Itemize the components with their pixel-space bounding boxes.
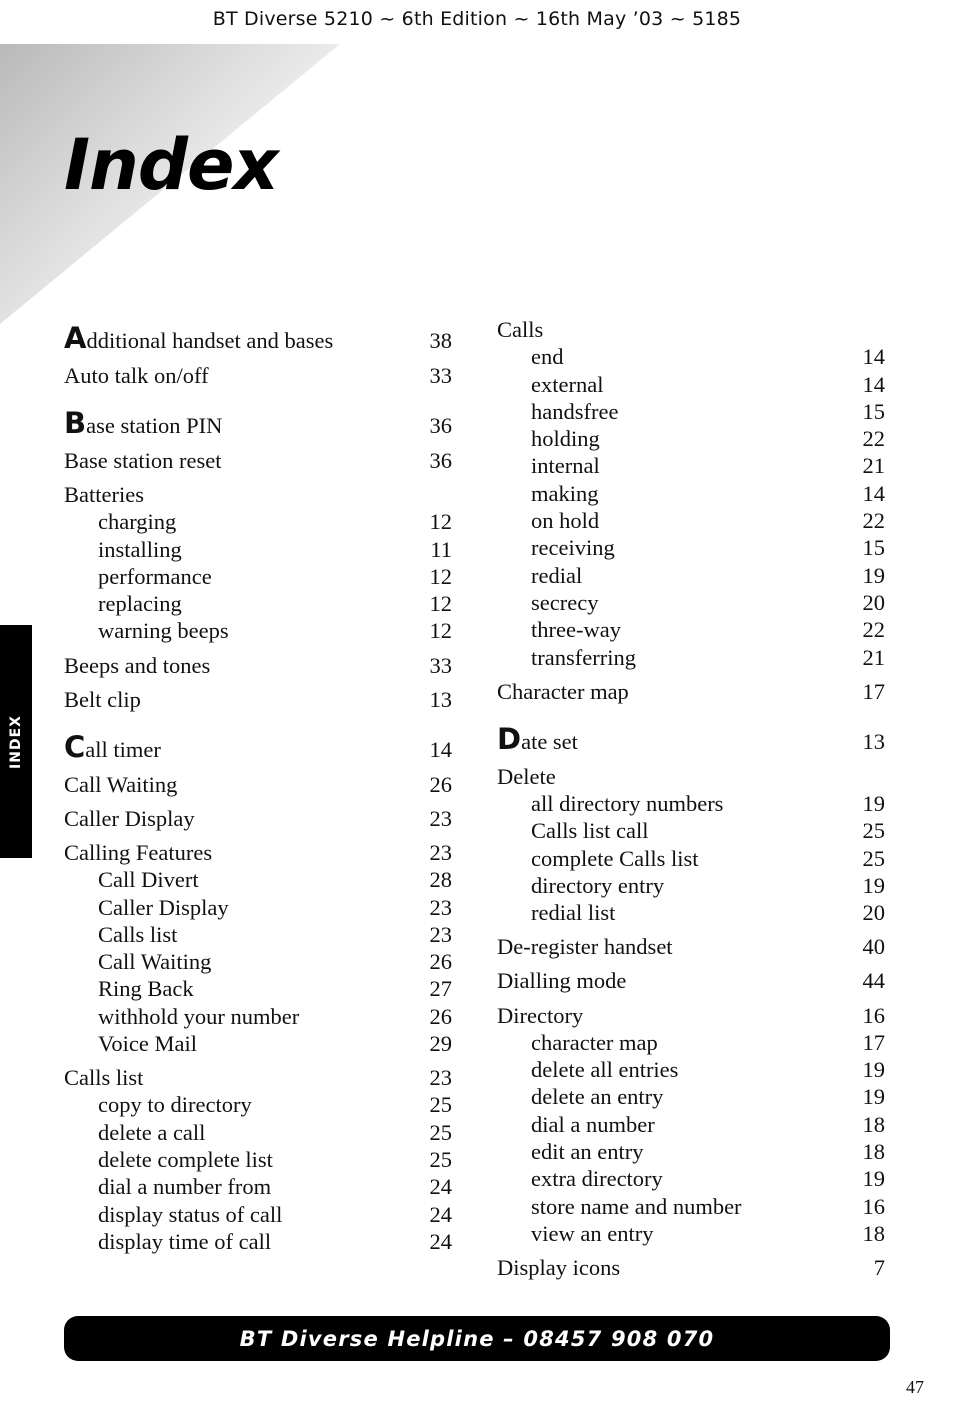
index-subentry [64, 1201, 452, 1228]
index-subentry [64, 1228, 452, 1255]
index-term: dial a number [531, 1111, 655, 1137]
index-page-number: 36 [429, 447, 452, 473]
index-page-number: 12 [429, 509, 452, 535]
index-page-number: 19 [862, 1057, 885, 1083]
index-page-number: 38 [429, 328, 452, 353]
index-subentry [64, 1146, 452, 1173]
index-term: Caller Display [98, 894, 229, 920]
index-term: De-register handset [497, 934, 673, 960]
index-subentry [497, 1138, 885, 1165]
index-term: redial list [531, 900, 616, 926]
index-term: redial [531, 562, 583, 588]
index-term: display status of call [98, 1201, 283, 1227]
index-entry [497, 967, 885, 994]
index-entry [64, 321, 452, 355]
index-term: on hold [531, 508, 600, 534]
index-page-number: 13 [862, 728, 885, 754]
index-term: replacing [98, 591, 182, 617]
index-term: Caller Display [64, 805, 195, 831]
index-page-number: 24 [429, 1201, 452, 1227]
index-term: secrecy [531, 589, 599, 615]
index-entry [64, 1064, 452, 1091]
index-term: Character map [497, 678, 629, 704]
index-subentry [497, 425, 885, 452]
index-term: handsfree [531, 398, 619, 424]
index-subentry [64, 563, 452, 590]
index-subentry [497, 371, 885, 398]
index-term: Date set [497, 721, 578, 756]
index-entry [497, 316, 885, 343]
index-entry [64, 839, 452, 866]
index-page-number: 26 [429, 1003, 452, 1029]
index-page-number: 25 [862, 818, 885, 844]
index-term: withhold your number [98, 1003, 300, 1029]
index-entry [64, 805, 452, 832]
helpline-text: BT Diverse Helpline – 08457 908 070 [239, 1326, 715, 1351]
index-page-number: 14 [429, 736, 452, 762]
index-entry [64, 730, 452, 764]
index-term: Delete [497, 763, 556, 789]
index-page-number: 19 [862, 562, 885, 588]
index-term: holding [531, 426, 600, 452]
index-term: Dialling mode [497, 968, 627, 994]
index-subentry [497, 1056, 885, 1083]
index-term: Call timer [64, 729, 161, 764]
index-page-number: 28 [429, 867, 452, 893]
index-term: three-way [531, 617, 621, 643]
index-page-number: 16 [862, 1002, 885, 1028]
index-term: extra directory [531, 1166, 663, 1192]
index-subentry [497, 1193, 885, 1220]
index-subentry [497, 817, 885, 844]
index-subentry [64, 617, 452, 644]
index-page-number: 16 [862, 1193, 885, 1219]
index-subentry [64, 1030, 452, 1057]
index-term: Calls list [98, 921, 178, 947]
index-page-number: 18 [862, 1139, 885, 1164]
index-term: end [531, 344, 564, 370]
index-subentry [497, 1083, 885, 1110]
index-term: copy to directory [98, 1092, 252, 1118]
index-subentry [497, 452, 885, 479]
index-term: display time of call [98, 1228, 272, 1254]
index-term: directory entry [531, 872, 665, 898]
index-entry [64, 447, 452, 474]
index-subentry [497, 790, 885, 817]
index-term: Display icons [497, 1254, 621, 1280]
index-entry [64, 406, 452, 440]
index-page-number: 26 [429, 949, 452, 975]
index-page-number: 25 [429, 1147, 452, 1172]
index-term: all directory numbers [531, 791, 724, 817]
index-term: Batteries [64, 481, 144, 507]
index-page-number: 15 [862, 535, 885, 561]
index-page-number: 33 [429, 362, 452, 388]
index-subentry [497, 562, 885, 589]
index-subentry [64, 894, 452, 921]
index-page-number: 27 [429, 976, 452, 1002]
index-subentry [64, 1091, 452, 1118]
index-entry [64, 686, 452, 713]
index-term: delete a call [98, 1119, 206, 1145]
index-term: delete complete list [98, 1147, 273, 1172]
index-subentry [497, 534, 885, 561]
index-page-number: 23 [429, 894, 452, 920]
index-page-number: 25 [429, 1119, 452, 1145]
index-page-number: 22 [862, 426, 885, 452]
index-page-number: 7 [873, 1254, 885, 1280]
index-subentry [497, 845, 885, 872]
index-subentry [497, 644, 885, 671]
index-page-number: 19 [862, 1166, 885, 1192]
index-entry [64, 652, 452, 679]
index-subentry [497, 1165, 885, 1192]
index-term: transferring [531, 644, 636, 670]
index-term: view an entry [531, 1220, 654, 1246]
index-page-number: 18 [862, 1220, 885, 1246]
index-term: store name and number [531, 1193, 742, 1219]
index-subentry [64, 948, 452, 975]
index-page-number: 20 [862, 900, 885, 926]
index-term: Additional handset and bases [64, 321, 334, 355]
index-page-number: 22 [862, 617, 885, 643]
index-subentry [497, 1029, 885, 1056]
index-subentry [497, 899, 885, 926]
index-page-number: 11 [430, 536, 452, 562]
index-term: Call Divert [98, 867, 199, 893]
index-term: Belt clip [64, 686, 141, 712]
index-entry [497, 1002, 885, 1029]
index-subentry [64, 1173, 452, 1200]
index-term: Call Waiting [98, 949, 212, 975]
index-term: Auto talk on/off [64, 362, 209, 388]
index-term: Ring Back [98, 976, 194, 1002]
index-term: complete Calls list [531, 845, 699, 871]
page-title: Index [64, 124, 278, 206]
index-page-number: 20 [862, 589, 885, 615]
index-term: external [531, 371, 604, 397]
index-term: internal [531, 453, 600, 479]
index-column-right [497, 316, 885, 1281]
side-tab-label: INDEX [8, 714, 24, 769]
index-term: Base station reset [64, 447, 222, 473]
index-page-number: 14 [862, 371, 885, 397]
index-page-number: 23 [429, 1065, 452, 1091]
index-page-number: 19 [862, 791, 885, 817]
index-page-number: 14 [862, 344, 885, 370]
index-subentry [497, 480, 885, 507]
index-page-number: 23 [429, 805, 452, 831]
index-subentry [497, 507, 885, 534]
index-subentry [64, 536, 452, 563]
index-page-number: 24 [429, 1228, 452, 1254]
index-column-left [64, 321, 452, 1255]
index-page-number: 29 [429, 1031, 452, 1057]
index-term: charging [98, 509, 177, 535]
index-page-number: 17 [862, 1029, 885, 1055]
index-page-number: 25 [429, 1092, 452, 1118]
index-subentry [497, 616, 885, 643]
page-number: 47 [906, 1377, 924, 1397]
index-page-number: 44 [862, 968, 885, 994]
index-page-number: 12 [429, 563, 452, 589]
index-page-number: 13 [429, 686, 452, 712]
index-term: Calls list [64, 1065, 144, 1091]
index-subentry [64, 1003, 452, 1030]
side-tab [0, 625, 32, 858]
index-page-number: 21 [862, 453, 885, 479]
index-subentry [64, 590, 452, 617]
index-term: performance [98, 563, 212, 589]
index-subentry [497, 872, 885, 899]
index-term: Beeps and tones [64, 652, 211, 678]
index-page-number: 40 [862, 934, 885, 960]
index-term: warning beeps [98, 618, 229, 644]
index-subentry [64, 975, 452, 1002]
index-page-number: 23 [429, 921, 452, 947]
index-page-number: 18 [862, 1111, 885, 1137]
index-page-number: 19 [862, 872, 885, 898]
index-page-number: 12 [429, 618, 452, 644]
index-subentry [64, 508, 452, 535]
index-term: delete all entries [531, 1057, 679, 1083]
index-page-number: 23 [429, 839, 452, 865]
index-subentry [497, 1111, 885, 1138]
index-term: delete an entry [531, 1084, 664, 1110]
index-page-number: 21 [862, 644, 885, 670]
index-term: Directory [497, 1002, 584, 1028]
index-page-number: 33 [429, 652, 452, 678]
index-subentry [497, 1220, 885, 1247]
index-subentry [497, 398, 885, 425]
running-header: BT Diverse 5210 ~ 6th Edition ~ 16th May ’03 ~ 5185 [212, 8, 742, 30]
index-subentry [64, 1119, 452, 1146]
index-page-number: 19 [862, 1084, 885, 1110]
index-subentry [497, 343, 885, 370]
index-entry [497, 933, 885, 960]
index-term: Call Waiting [64, 771, 178, 797]
index-subentry [64, 921, 452, 948]
index-term: dial a number from [98, 1174, 272, 1200]
index-term: installing [98, 536, 182, 562]
index-term: making [531, 480, 599, 506]
index-page-number: 26 [429, 771, 452, 797]
index-page-number: 25 [862, 845, 885, 871]
index-page-number: 12 [429, 591, 452, 617]
index-entry [64, 481, 452, 508]
index-page-number: 36 [429, 413, 452, 439]
index-entry [64, 771, 452, 798]
index-term: Calls list call [531, 818, 649, 844]
index-page-number: 15 [862, 398, 885, 424]
index-page-number: 14 [862, 480, 885, 506]
index-page-number: 22 [862, 508, 885, 534]
index-entry [497, 678, 885, 705]
index-term: Base station PIN [64, 406, 223, 441]
index-term: edit an entry [531, 1139, 644, 1164]
index-entry [497, 1254, 885, 1281]
index-term: Voice Mail [98, 1031, 197, 1057]
index-term: Calls [497, 317, 544, 342]
index-page-number: 17 [862, 678, 885, 704]
index-term: Calling Features [64, 839, 213, 865]
index-entry [64, 362, 452, 389]
index-term: character map [531, 1029, 658, 1055]
index-page-number: 24 [429, 1174, 452, 1200]
index-subentry [497, 589, 885, 616]
index-entry [497, 763, 885, 790]
index-subentry [64, 866, 452, 893]
index-entry [497, 722, 885, 756]
index-term: receiving [531, 535, 615, 561]
helpline-banner [64, 1316, 890, 1361]
